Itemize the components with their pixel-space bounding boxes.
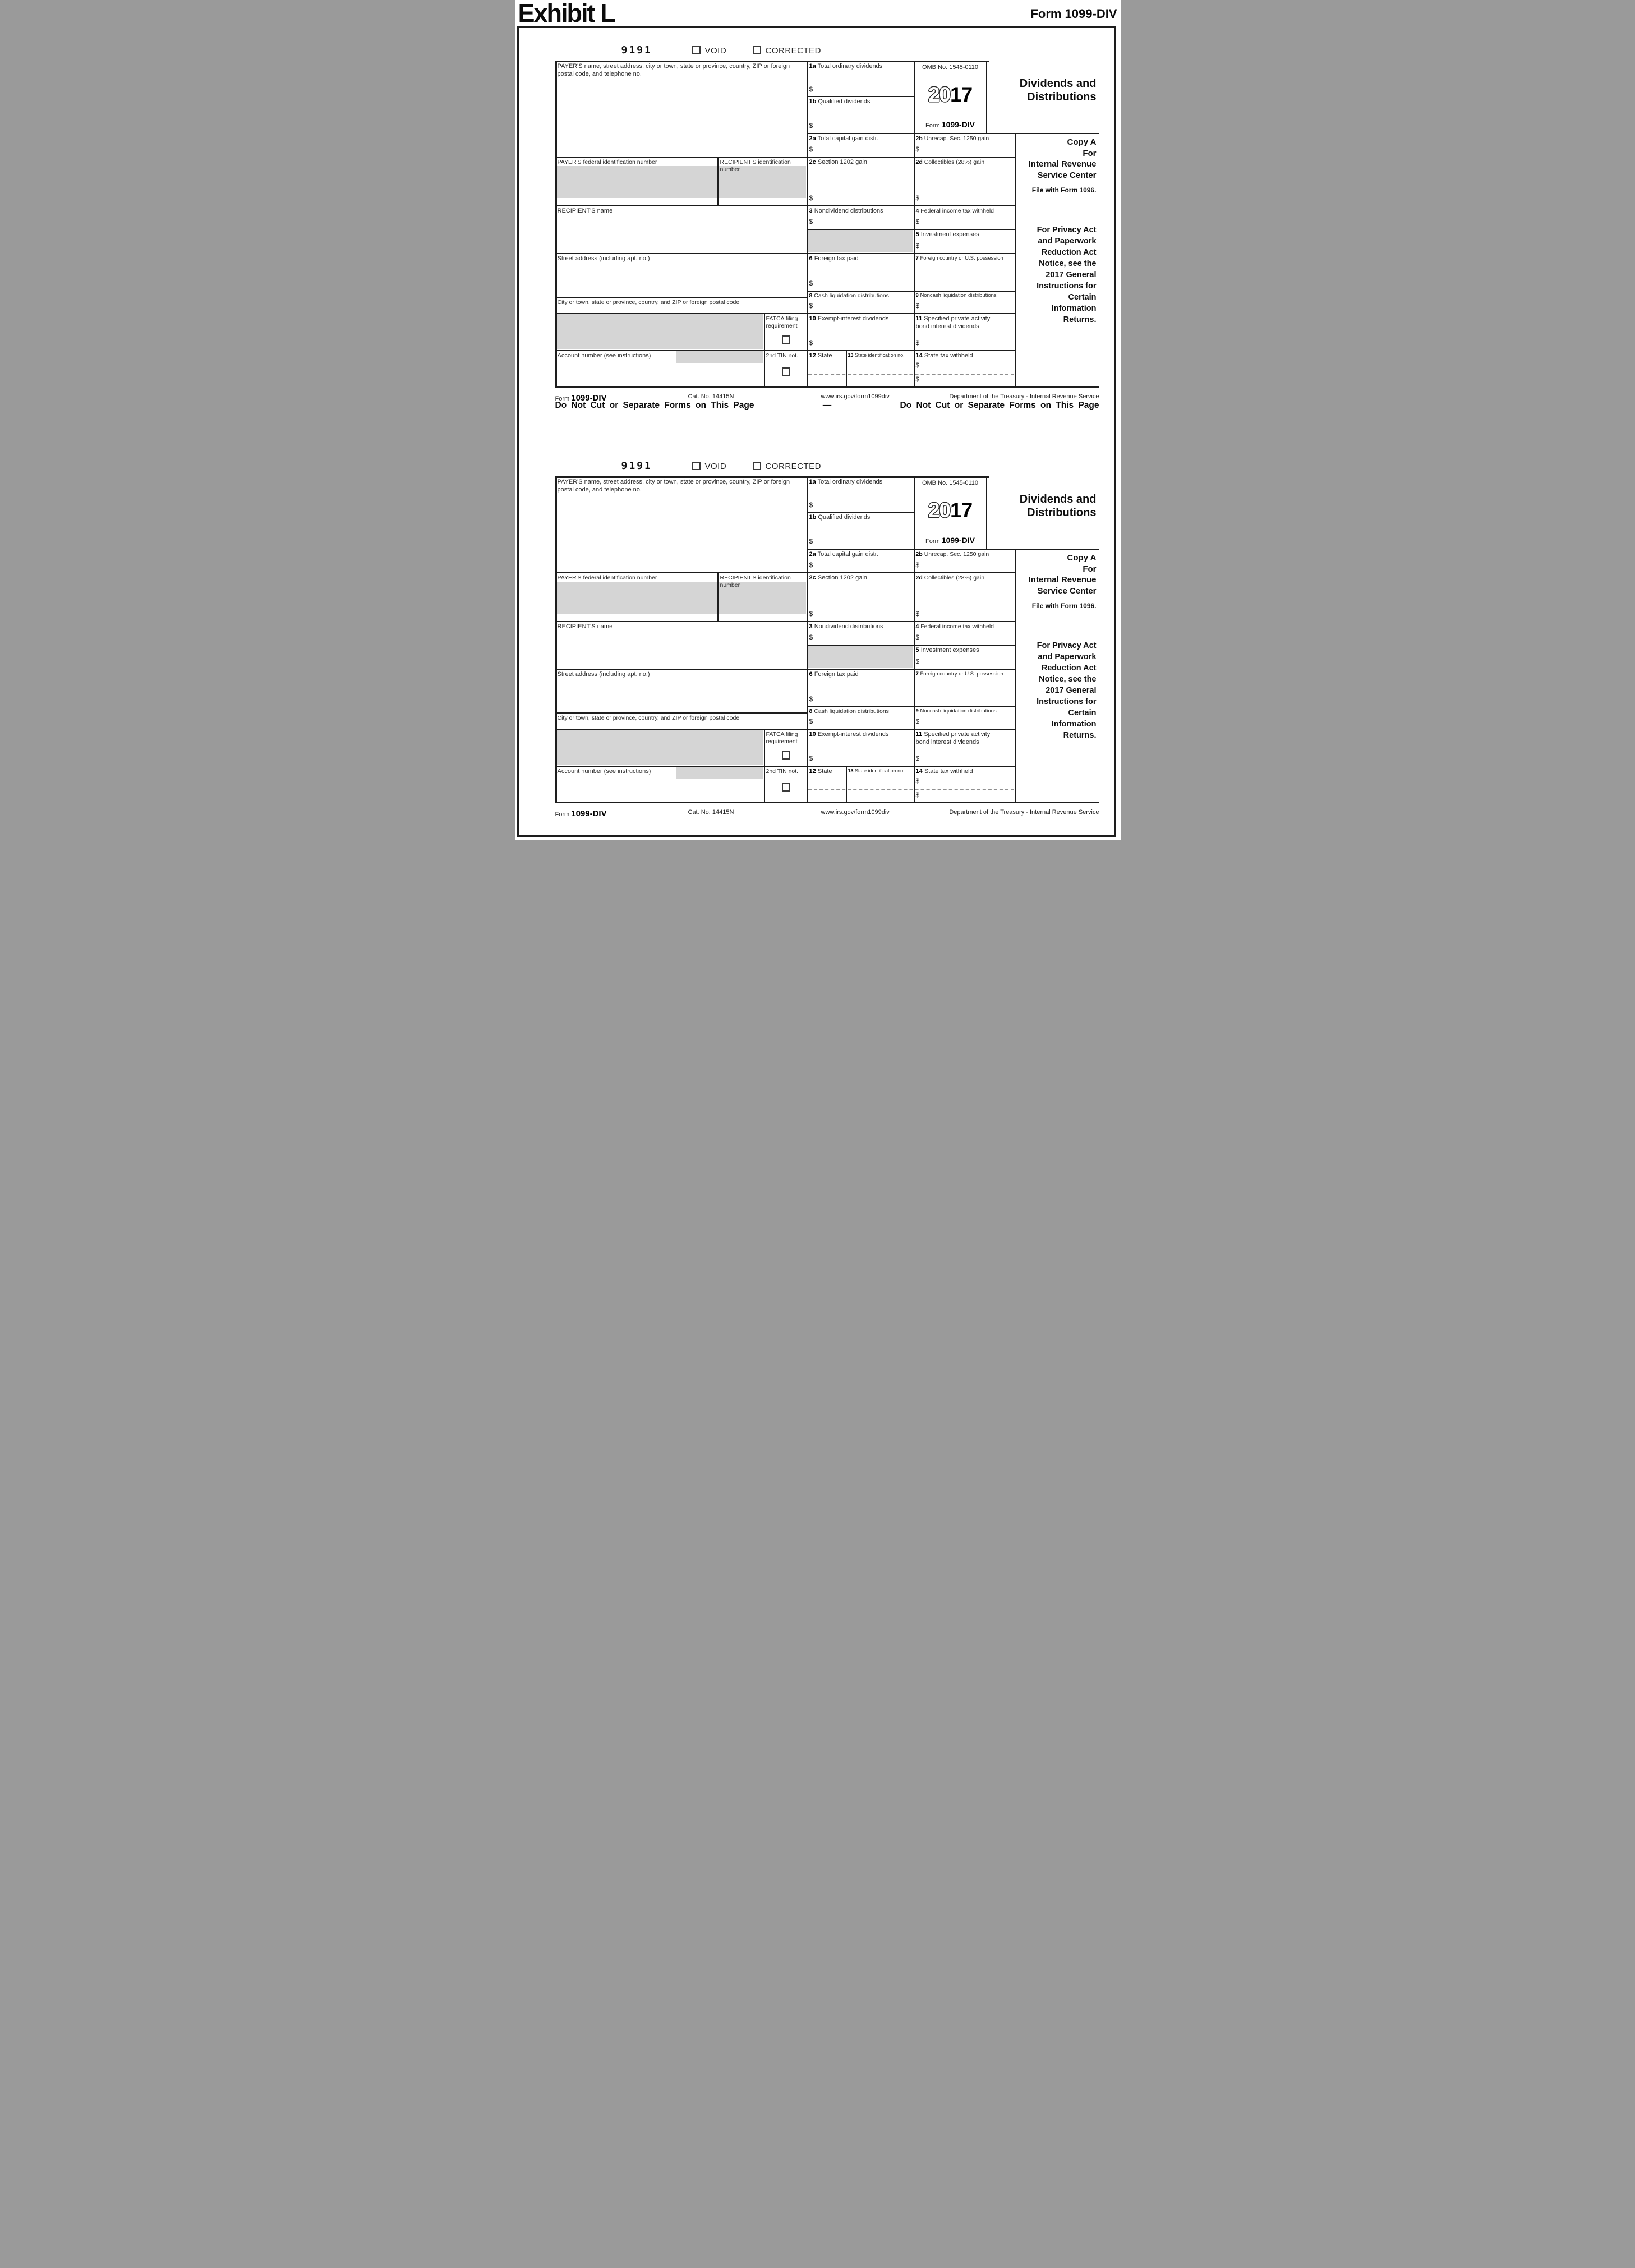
box-1a-dollar: $ <box>809 501 813 509</box>
page-form-title: Form 1099-DIV <box>1030 7 1117 21</box>
box-4-label: 4 Federal income tax withheld <box>915 208 994 214</box>
grid-line <box>555 669 1016 670</box>
grid-line <box>555 476 557 803</box>
box-9-label: 9 Noncash liquidation distributions <box>915 708 997 714</box>
grid-line <box>555 61 557 388</box>
do-not-cut-left: Do Not Cut or Separate Forms on This Page <box>555 401 754 410</box>
box-4-label: 4 Federal income tax withheld <box>915 623 994 630</box>
file-with-note: File with Form 1096. <box>1031 602 1097 610</box>
document-page <box>515 0 1121 840</box>
exhibit-title: Exhibit L <box>518 0 615 27</box>
box-3-dollar: $ <box>809 218 813 226</box>
do-not-cut-right: Do Not Cut or Separate Forms on This Page <box>900 401 1099 410</box>
footer-irs-url: www.irs.gov/form1099div <box>821 809 890 816</box>
box-14-label: 14 State tax withheld <box>915 352 973 359</box>
box-8-label: 8 Cash liquidation distributions <box>809 708 889 715</box>
grid-line <box>807 133 1099 134</box>
fatca-label: FATCA filing requirement <box>766 731 798 746</box>
corrected-label: CORRECTED <box>765 462 822 471</box>
box-1a-label: 1a Total ordinary dividends <box>809 63 883 70</box>
box-2a-label: 2a Total capital gain distr. <box>809 551 878 558</box>
box-2b-dollar: $ <box>915 145 920 153</box>
grid-line <box>555 572 1016 573</box>
shaded-area <box>556 314 763 349</box>
footer-catalog-number: Cat. No. 14415N <box>688 809 734 816</box>
city-label: City or town, state or province, country, and ZIP or foreign postal code <box>557 299 740 306</box>
file-with-note: File with Form 1096. <box>1031 186 1097 194</box>
grid-line <box>807 645 1016 646</box>
grid-line <box>1015 549 1016 803</box>
fatca-checkbox[interactable] <box>782 751 790 760</box>
box-3-dollar: $ <box>809 633 813 641</box>
grid-line <box>555 297 808 298</box>
footer-catalog-number: Cat. No. 14415N <box>688 393 734 400</box>
box-1b-dollar: $ <box>809 122 813 130</box>
box-9-dollar: $ <box>915 302 920 310</box>
box-1a-dollar: $ <box>809 85 813 93</box>
grid-line <box>555 802 1099 803</box>
shaded-area <box>808 646 913 668</box>
box-2d-label: 2d Collectibles (28%) gain <box>915 574 985 581</box>
grid-line <box>555 350 1016 351</box>
do-not-cut-strip <box>555 401 1099 411</box>
box-14-dollar-bottom: $ <box>915 375 920 383</box>
box-4-dollar: $ <box>915 218 920 226</box>
box-2a-dollar: $ <box>809 561 813 569</box>
recipient-id-label: RECIPIENT'S identification number <box>720 574 791 589</box>
box-5-dollar: $ <box>915 242 920 250</box>
box-6-label: 6 Foreign tax paid <box>809 255 859 262</box>
shaded-area <box>556 730 763 765</box>
grid-line <box>846 350 847 387</box>
form-code: 9191 <box>621 460 652 472</box>
payer-name-label: PAYER'S name, street address, city or town, state or province, country, ZIP or foreign postal code, and telephone no. <box>557 63 790 77</box>
grid-line <box>555 766 1016 767</box>
grid-line <box>717 157 719 206</box>
box-2d-label: 2d Collectibles (28%) gain <box>915 159 985 165</box>
box-3-label: 3 Nondividend distributions <box>809 623 883 630</box>
recipient-id-label: RECIPIENT'S identification number <box>720 159 791 173</box>
box-11-dollar: $ <box>915 339 920 347</box>
box-6-label: 6 Foreign tax paid <box>809 671 859 678</box>
grid-line <box>555 253 1016 254</box>
privacy-act-note: For Privacy Act and Paperwork Reduction Act Notice, see the 2017 General Instructions for Certain Information Returns. <box>1037 641 1097 740</box>
box-2c-label: 2c Section 1202 gain <box>809 159 867 165</box>
form-side-title: Dividends and Distributions <box>1019 77 1097 103</box>
void-checkbox[interactable] <box>692 46 701 54</box>
shaded-area <box>676 767 763 779</box>
second-tin-label: 2nd TIN not. <box>766 768 799 775</box>
footer-department: Department of the Treasury - Internal Revenue Service <box>949 393 1099 400</box>
grid-line <box>555 61 989 62</box>
grid-line <box>555 313 1016 314</box>
grid-line <box>555 712 808 714</box>
recipient-name-label: RECIPIENT'S name <box>557 623 613 630</box>
corrected-checkbox[interactable] <box>753 462 761 470</box>
box-2b-label: 2b Unrecap. Sec. 1250 gain <box>915 135 989 142</box>
tax-year: 2017 <box>928 83 973 106</box>
box-4-dollar: $ <box>915 633 920 641</box>
void-checkbox[interactable] <box>692 462 701 470</box>
box-14-label: 14 State tax withheld <box>915 768 973 775</box>
grid-line <box>807 96 915 97</box>
grid-line <box>555 205 1016 206</box>
box-7-label: 7 Foreign country or U.S. possession <box>915 671 1003 677</box>
shaded-area <box>676 351 763 363</box>
omb-number: OMB No. 1545-0110 <box>922 64 979 71</box>
box-14-dollar-top: $ <box>915 777 920 785</box>
box-10-dollar: $ <box>809 755 813 762</box>
form-number-badge: Form 1099-DIV <box>925 536 975 545</box>
form-side-title: Dividends and Distributions <box>1019 493 1097 519</box>
grid-line <box>555 729 1016 730</box>
footer-department: Department of the Treasury - Internal Revenue Service <box>949 809 1099 816</box>
box-1a-label: 1a Total ordinary dividends <box>809 479 883 485</box>
box-1b-label: 1b Qualified dividends <box>809 514 871 521</box>
box-10-label: 10 Exempt-interest dividends <box>809 731 889 738</box>
box-11-label: 11 Specified private activity bond interest dividends <box>915 731 991 746</box>
recipient-name-label: RECIPIENT'S name <box>557 208 613 214</box>
box-5-label: 5 Investment expenses <box>915 647 979 654</box>
corrected-checkbox[interactable] <box>753 46 761 54</box>
void-label: VOID <box>704 462 727 471</box>
box-2a-label: 2a Total capital gain distr. <box>809 135 878 142</box>
street-address-label: Street address (including apt. no.) <box>557 255 650 262</box>
box-2d-dollar: $ <box>915 194 920 202</box>
grid-line <box>555 157 1016 158</box>
box-5-dollar: $ <box>915 657 920 665</box>
grid-line <box>807 229 1016 230</box>
payer-id-label: PAYER'S federal identification number <box>557 574 657 581</box>
shaded-area <box>808 230 913 252</box>
box-2a-dollar: $ <box>809 145 813 153</box>
form-number-badge: Form 1099-DIV <box>925 120 975 129</box>
box-2b-label: 2b Unrecap. Sec. 1250 gain <box>915 551 989 558</box>
footer-form-number: Form 1099-DIV <box>555 809 607 818</box>
box-8-dollar: $ <box>809 302 813 310</box>
dashed-divider <box>808 374 1014 375</box>
box-2c-dollar: $ <box>809 194 813 202</box>
box-6-dollar: $ <box>809 279 813 287</box>
grid-line <box>555 476 989 478</box>
box-2c-label: 2c Section 1202 gain <box>809 574 867 581</box>
payer-name-label: PAYER'S name, street address, city or town, state or province, country, ZIP or foreign postal code, and telephone no. <box>557 479 790 493</box>
form-1099-div-copy-2 <box>555 460 1102 840</box>
box-14-dollar-top: $ <box>915 361 920 369</box>
grid-line <box>807 706 1016 707</box>
grid-line <box>807 549 1099 550</box>
box-1b-dollar: $ <box>809 537 813 545</box>
box-1b-label: 1b Qualified dividends <box>809 98 871 105</box>
box-5-label: 5 Investment expenses <box>915 231 979 238</box>
grid-line <box>555 386 1099 388</box>
city-label: City or town, state or province, country, and ZIP or foreign postal code <box>557 715 740 721</box>
box-2c-dollar: $ <box>809 610 813 618</box>
grid-line <box>717 572 719 622</box>
fatca-label: FATCA filing requirement <box>766 315 798 330</box>
street-address-label: Street address (including apt. no.) <box>557 671 650 678</box>
box-11-dollar: $ <box>915 755 920 762</box>
box-2b-dollar: $ <box>915 561 920 569</box>
do-not-cut-dash: — <box>822 401 832 410</box>
privacy-act-note: For Privacy Act and Paperwork Reduction Act Notice, see the 2017 General Instructions for Certain Information Returns. <box>1037 226 1097 324</box>
box-13-label: 13 State identification no. <box>848 352 905 358</box>
box-12-label: 12 State <box>809 768 832 775</box>
void-label: VOID <box>704 46 727 56</box>
box-12-label: 12 State <box>809 352 832 359</box>
fatca-checkbox[interactable] <box>782 335 790 344</box>
grid-line <box>807 61 808 387</box>
form-code: 9191 <box>621 44 652 56</box>
form-footer <box>555 806 1099 818</box>
box-8-label: 8 Cash liquidation distributions <box>809 292 889 299</box>
box-3-label: 3 Nondividend distributions <box>809 208 883 214</box>
box-13-label: 13 State identification no. <box>848 768 905 774</box>
footer-form-number: Form 1099-DIV <box>555 393 607 403</box>
account-number-label: Account number (see instructions) <box>557 768 651 775</box>
tax-year: 2017 <box>928 499 973 522</box>
box-6-dollar: $ <box>809 695 813 703</box>
footer-irs-url: www.irs.gov/form1099div <box>821 393 890 400</box>
second-tin-checkbox[interactable] <box>782 783 790 792</box>
grid-line <box>764 729 765 803</box>
payer-id-label: PAYER'S federal identification number <box>557 159 657 165</box>
omb-number: OMB No. 1545-0110 <box>922 480 979 486</box>
grid-line <box>764 313 765 387</box>
copy-a-note: Copy A For Internal Revenue Service Center <box>1028 553 1097 596</box>
box-10-dollar: $ <box>809 339 813 347</box>
grid-line <box>555 621 1016 622</box>
account-number-label: Account number (see instructions) <box>557 352 651 359</box>
box-9-dollar: $ <box>915 717 920 725</box>
box-2d-dollar: $ <box>915 610 920 618</box>
grid-line <box>807 291 1016 292</box>
grid-line <box>807 476 808 803</box>
box-14-dollar-bottom: $ <box>915 791 920 799</box>
copy-a-note: Copy A For Internal Revenue Service Center <box>1028 137 1097 180</box>
form-1099-div-copy-1 <box>555 44 1102 424</box>
box-8-dollar: $ <box>809 717 813 725</box>
second-tin-label: 2nd TIN not. <box>766 352 799 359</box>
grid-line <box>1015 133 1016 387</box>
corrected-label: CORRECTED <box>765 46 822 56</box>
box-9-label: 9 Noncash liquidation distributions <box>915 292 997 298</box>
grid-line <box>846 766 847 803</box>
grid-line <box>807 512 915 513</box>
second-tin-checkbox[interactable] <box>782 367 790 376</box>
grid-line <box>914 61 915 387</box>
box-7-label: 7 Foreign country or U.S. possession <box>915 255 1003 261</box>
box-11-label: 11 Specified private activity bond interest dividends <box>915 315 991 330</box>
grid-line <box>914 476 915 803</box>
dashed-divider <box>808 789 1014 790</box>
box-10-label: 10 Exempt-interest dividends <box>809 315 889 322</box>
